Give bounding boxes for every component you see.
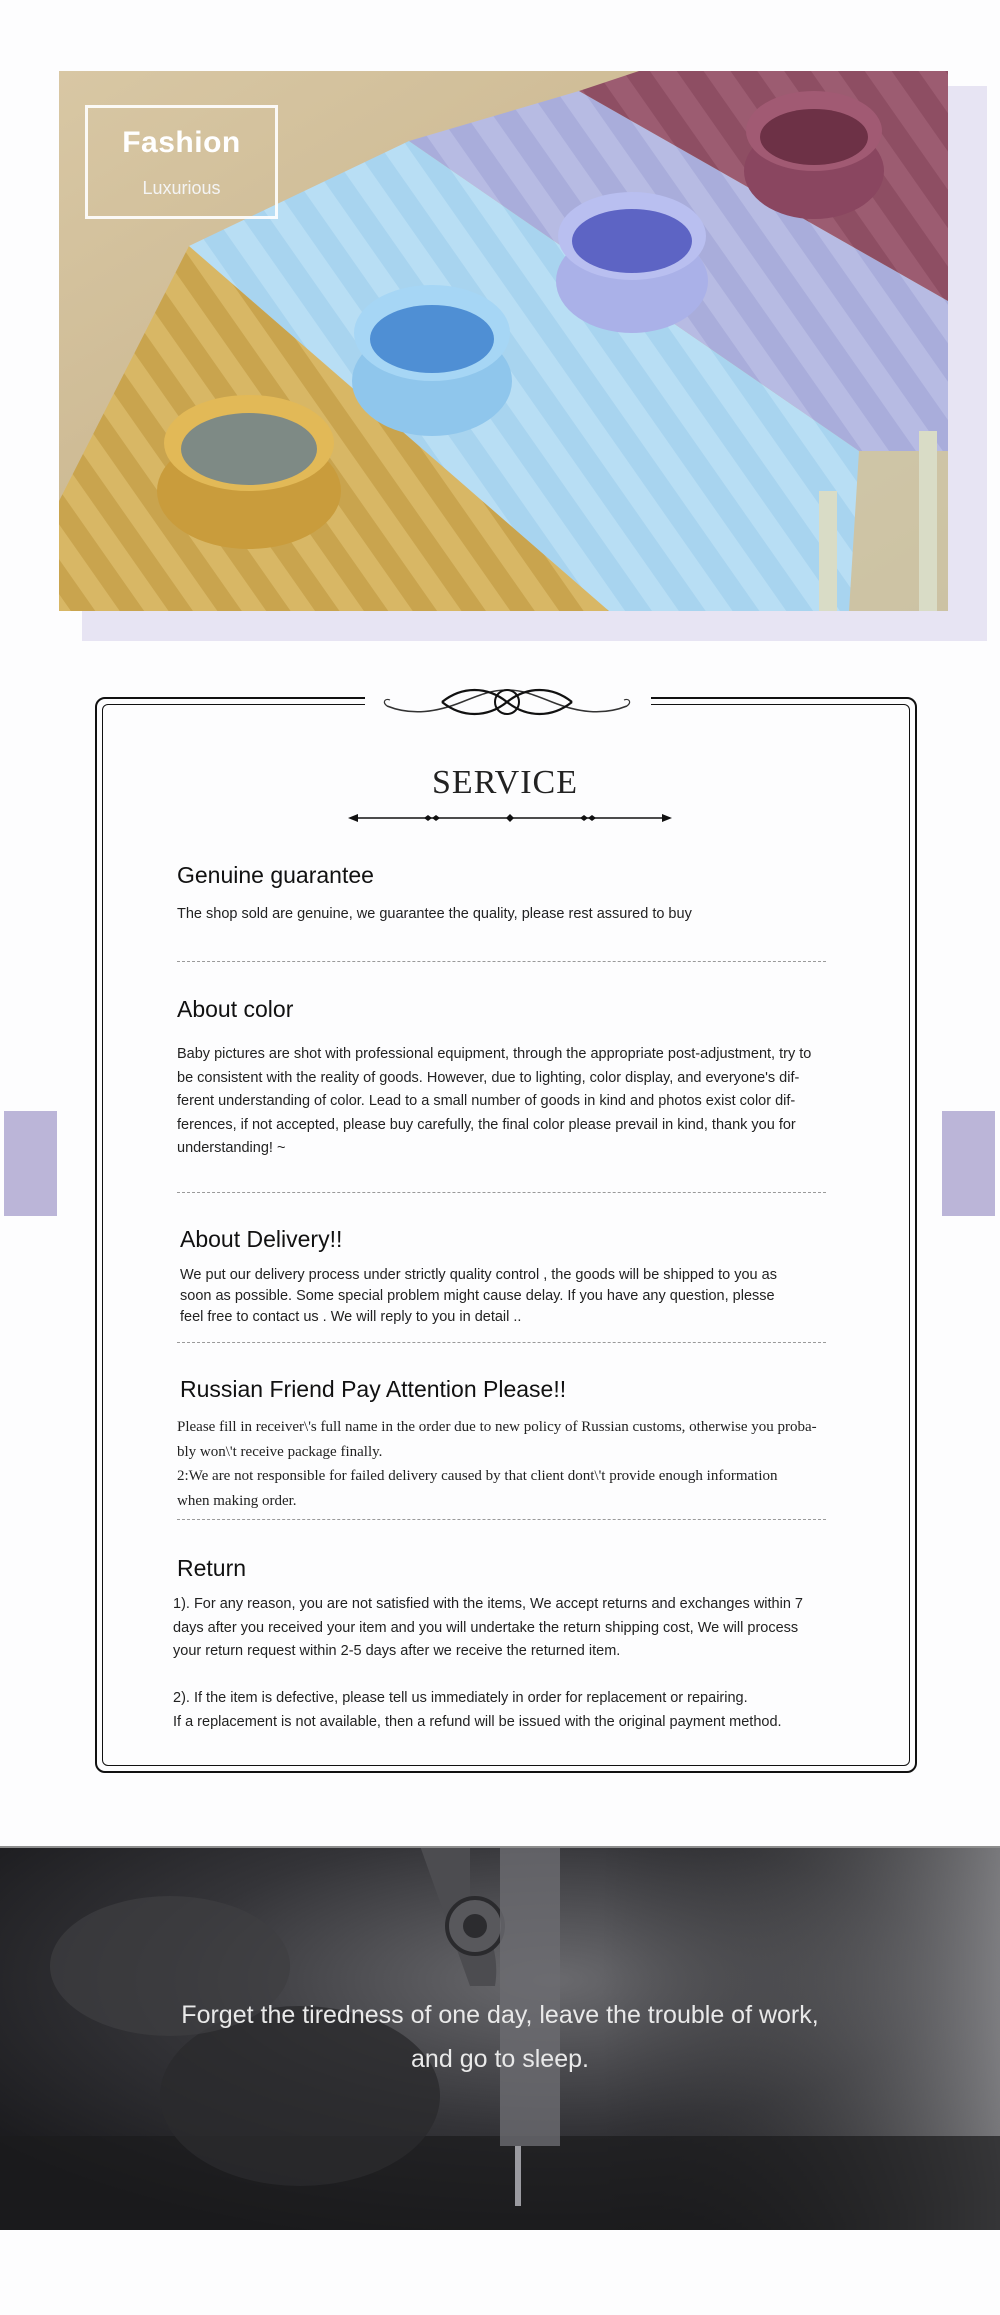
text-line: soon as possible. Some special problem might cause delay. If you have any question, plesse	[180, 1288, 775, 1304]
section-heading-genuine-guarantee: Genuine guarantee	[177, 862, 374, 888]
text-line: understanding! ~	[177, 1140, 286, 1156]
section-text-russian-friend	[177, 1415, 817, 1513]
side-tab-right	[942, 1111, 995, 1216]
text-line: feel free to contact us . We will reply to you in detail ..	[180, 1309, 522, 1325]
service-title: SERVICE	[432, 764, 578, 801]
text-line: ferent understanding of color. Lead to a small number of goods in kind and photos exist color dif-	[177, 1093, 796, 1109]
banner-tagline-line1: Forget the tiredness of one day, leave the trouble of work,	[181, 2001, 819, 2029]
badge-title: Fashion	[122, 126, 241, 159]
text-line: Please fill in receiver\'s full name in the order due to new policy of Russian customs, otherwise you proba-	[177, 1419, 817, 1435]
section-divider	[177, 961, 826, 962]
section-divider	[177, 1342, 826, 1343]
text-line: 2). If the item is defective, please tell us immediately in order for replacement or repairing.	[173, 1690, 748, 1706]
flourish-ornament-icon	[382, 672, 632, 722]
title-divider-icon	[348, 808, 672, 828]
text-line: We put our delivery process under strictly quality control , the goods will be shipped to you as	[180, 1267, 777, 1283]
text-line: ferences, if not accepted, please buy carefully, the final color please prevail in kind, thank you for	[177, 1116, 796, 1133]
text-line: bly won\'t receive package finally.	[177, 1443, 383, 1460]
text-line: 1). For any reason, you are not satisfied with the items, We accept returns and exchanges within 7	[173, 1596, 803, 1612]
section-divider	[177, 1192, 826, 1193]
text-line: when making order.	[177, 1492, 297, 1509]
text-line: Baby pictures are shot with professional equipment, through the appropriate post-adjustment, try to	[177, 1046, 812, 1062]
banner-tagline-line2: and go to sleep.	[411, 2045, 589, 2073]
text-line: your return request within 2-5 days after we receive the returned item.	[173, 1643, 621, 1659]
side-tab-left	[4, 1111, 57, 1216]
section-heading-return: Return	[177, 1555, 247, 1581]
banner-top-line	[0, 1846, 1000, 1848]
text-line: 2:We are not responsible for failed delivery caused by that client dont\'t provide enough information	[177, 1468, 778, 1484]
text-line: If a replacement is not available, then a refund will be issued with the original payment method.	[173, 1713, 782, 1730]
text-line: be consistent with the reality of goods. However, due to lighting, color display, and everyone's dif-	[177, 1069, 800, 1086]
section-text-about-color	[177, 1043, 811, 1161]
section-text-genuine-guarantee	[177, 903, 692, 927]
text-line-spacer	[173, 1664, 803, 1688]
text-line: The shop sold are genuine, we guarantee the quality, please rest assured to buy	[177, 906, 692, 922]
text-line: days after you received your item and you will undertake the return shipping cost, We will process	[173, 1619, 799, 1636]
section-heading-russian-friend: Russian Friend Pay Attention Please!!	[180, 1376, 567, 1402]
badge-subtitle: Luxurious	[142, 178, 221, 198]
section-divider	[177, 1519, 826, 1520]
section-heading-about-delivery: About Delivery!!	[180, 1226, 343, 1252]
section-heading-about-color: About color	[177, 996, 294, 1022]
section-text-about-delivery	[180, 1265, 777, 1328]
section-text-return	[173, 1593, 803, 1734]
hero-badge	[85, 105, 278, 219]
